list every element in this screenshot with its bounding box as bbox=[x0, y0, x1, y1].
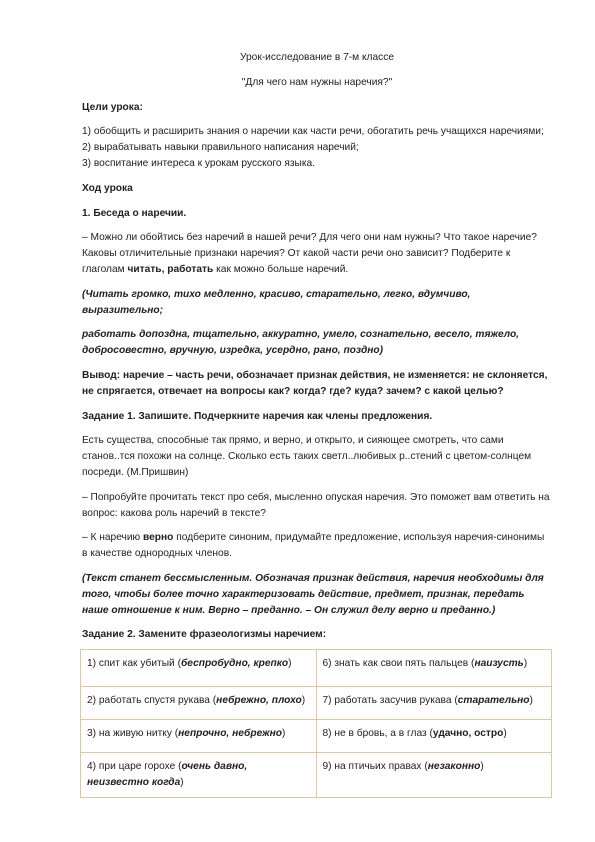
section1-heading: 1. Беседа о наречии. bbox=[82, 207, 187, 219]
prompt2-text: – К наречию bbox=[82, 532, 144, 544]
conclusion: Вывод: наречие – часть речи, обозначает признак действия, не изменяется: не склоняется, не спрягается, отвечает на вопросы как? когда? где? куда? зачем? с какой целью? bbox=[82, 369, 548, 397]
lesson-title: Урок-исследование в 7-м классе bbox=[239, 52, 394, 63]
course-heading: Ход урока bbox=[82, 182, 133, 194]
question-verbs: читать, работать bbox=[127, 263, 214, 275]
answer-read-adverbs: (Читать громко, тихо медленно, красиво, старательно, легко, вдумчиво, выразительно; bbox=[82, 288, 471, 316]
question-text: – Можно ли обойтись без наречий в нашей речи? Для чего они нам нужны? Что такое наречие? Каковы отличительные признаки наречия? От какой части речи оно зависит? Подберите к глаголам bbox=[82, 232, 537, 275]
task1-text: Есть существа, способные так прямо, и верно, и открыто, и сияющее смотреть, что сами станов..тся похожи на солнце. Сколько есть таких светл..любивых р..стений с цветом-солнцем посреди. (М.Пришвин) bbox=[82, 435, 532, 478]
answer-work-adverbs: работать допоздна, тщательно, аккуратно, умело, сознательно, весело, тяжело, добросовестно, вручную, изредка, усердно, рано, поздно) bbox=[82, 329, 520, 357]
task1-heading: Задание 1. Запишите. Подчеркните наречия как члены предложения. bbox=[82, 410, 433, 422]
phraseology-table bbox=[80, 649, 552, 798]
task1-prompt-2 bbox=[82, 530, 552, 562]
lesson-subtitle: "Для чего нам нужны наречия?" bbox=[241, 76, 393, 88]
task2-heading: Задание 2. Замените фразеологизмы наречием: bbox=[82, 629, 327, 641]
table-row bbox=[81, 650, 552, 687]
table-cell: 8) не в бровь, а в глаз (удачно, остро) bbox=[316, 720, 552, 753]
goals-list bbox=[82, 124, 552, 171]
goal-item: 1) обобщить и расширить знания о наречии как части речи, обогатить речь учащихся наречиями; bbox=[82, 126, 544, 138]
table-cell: 1) спит как убитый (беспробудно, крепко) bbox=[81, 650, 317, 687]
prompt2-text-end: подберите синоним, придумайте предложение, используя наречия-синонимы в качестве однородных членов. bbox=[82, 532, 545, 560]
table-row bbox=[81, 753, 552, 798]
goal-item: 2) вырабатывать навыки правильного написания наречий; bbox=[82, 142, 359, 154]
goal-item: 3) воспитание интереса к урокам русского языка. bbox=[82, 157, 316, 169]
prompt2-word: верно bbox=[143, 532, 174, 544]
task1-prompt-1: – Попробуйте прочитать текст про себя, мысленно опуская наречия. Это поможет вам ответить на вопрос: какова роль наречий в тексте? bbox=[82, 491, 550, 519]
task1-answer: (Текст станет бессмысленным. Обозначая признак действия, наречия необходимы для того, чтобы более точно характеризовать действие, предмет, признак, передать наше отношение к ним. Верно – преданно. – Он служил делу верно и преданно.) bbox=[82, 572, 544, 616]
discussion-question bbox=[82, 230, 552, 277]
table-cell: 3) на живую нитку (непрочно, небрежно) bbox=[81, 720, 317, 753]
goals-heading: Цели урока: bbox=[82, 101, 143, 113]
table-cell: 2) работать спустя рукава (небрежно, плохо) bbox=[81, 687, 317, 720]
table-row bbox=[81, 687, 552, 720]
question-text-end: как можно больше наречий. bbox=[213, 263, 349, 275]
document-page bbox=[82, 50, 552, 798]
table-cell: 9) на птичьих правах (незаконно) bbox=[316, 753, 552, 798]
table-cell: 7) работать засучив рукава (старательно) bbox=[316, 687, 552, 720]
table-cell: 6) знать как свои пять пальцев (наизусть) bbox=[316, 650, 552, 687]
table-cell: 4) при царе горохе (очень давно, неизвестно когда) bbox=[81, 753, 317, 798]
table-row bbox=[81, 720, 552, 753]
